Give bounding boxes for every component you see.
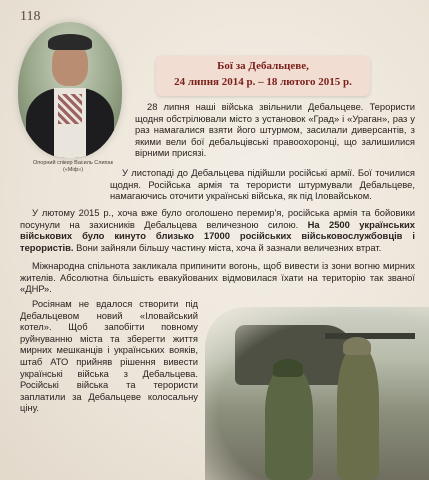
photo-soldier-left	[265, 367, 313, 480]
portrait-photo	[18, 22, 122, 158]
portrait-caption: Опорний спікер Василь Слипак («Міф»)	[33, 160, 113, 173]
section-title-line1: Бої за Дебальцеве,	[217, 60, 309, 72]
paragraph-3	[20, 207, 415, 253]
paragraph-1: 28 липня наші війська звільнили Дебальцеве. Терористи щодня обстрілювали місто з установок «Град» і «Ураган», раз у раз намагалися взяти його штурмом, засилали диверсантів, з якими вели бої дебальцівські правоохоронці, що залишилися вірними присязі.	[135, 101, 415, 159]
paragraph-2: У листопаді до Дебальцева підійшли російські армії. Бої точилися щодня. Російська армія та терористи штурмували Дебальцеве, намагаючись оточити українські війська, як під Іловайськом.	[110, 167, 415, 202]
section-title-line2: 24 липня 2014 р. – 18 лютого 2015 р.	[174, 76, 352, 88]
page-number: 118	[20, 9, 41, 24]
paragraph-3-start: У лютому 2015 р., хоча вже було оголошено перемир'я, російська армія та бойовики посунули на захисників Дебальцева величезною силою.	[20, 207, 415, 230]
photo-tank-barrel	[325, 333, 415, 339]
paragraph-3-bold: На 2500 українських військових було кинуто близько 17000 російських військовослужбовців і терористів.	[20, 218, 416, 253]
photo-soldier-right	[337, 347, 379, 480]
portrait-embroidery	[58, 94, 82, 124]
photo-helmet-right	[343, 337, 371, 355]
photo-helmet-left	[273, 359, 303, 377]
paragraph-4: Міжнародна спільнота закликала припинити вогонь, щоб вивести із зони вогню мирних жителів. Абсолютна більшість евакуйованих відмовилася їхати на територію так званої «ДНР».	[20, 260, 415, 295]
soldiers-photo	[205, 307, 429, 480]
portrait-beret	[48, 34, 92, 50]
paragraph-3-end: Вони зайняли більшу частину міста, хоча й зазнали величезних втрат.	[73, 241, 382, 253]
section-title	[156, 56, 370, 96]
paragraph-5: Росіянам не вдалося створити під Дебальцевом новий «Іловайський котел». Щоб запобігти повному руйнуванню міста та зберегти життя мирних мешканців і українських вояків, штаб АТО прийняв рішення вивести українські війська з Дебальцева. Російські війська та терористи заплатили за Дебальцеве колосальну ціну.	[20, 298, 198, 414]
